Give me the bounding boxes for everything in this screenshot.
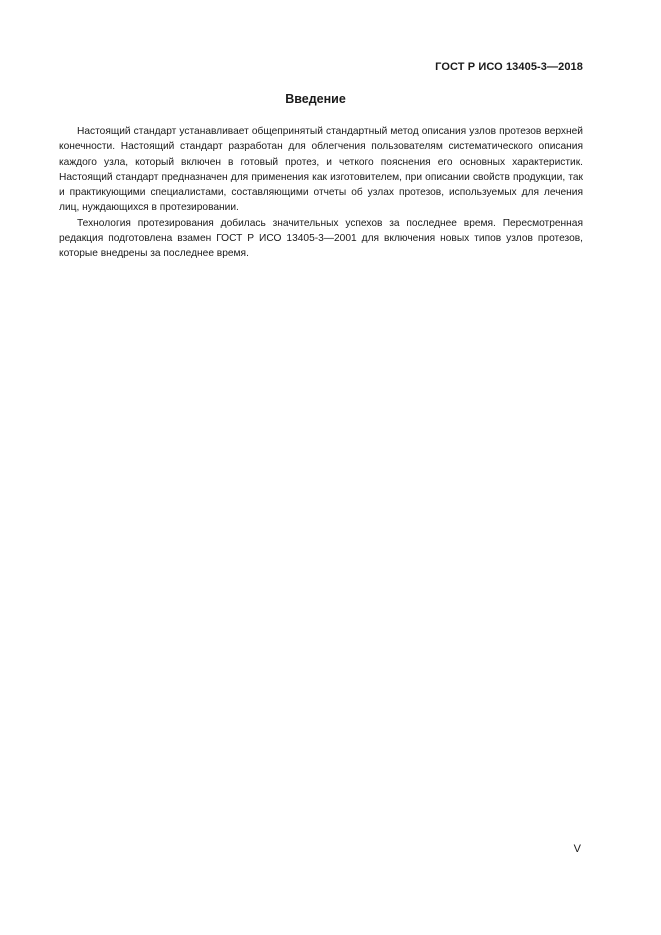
document-code: ГОСТ Р ИСО 13405-3—2018	[435, 61, 583, 73]
section-body	[59, 124, 583, 262]
page-number: V	[573, 843, 581, 855]
section-title: Введение	[285, 92, 346, 106]
paragraph: Технология протезирования добилась значительных успехов за последнее время. Пересмотренная редакция подготовлена взамен ГОСТ Р ИСО 13405-3—2001 для включения новых типов узлов протезов, которые внедрены за последнее время.	[59, 217, 583, 260]
paragraph: Настоящий стандарт устанавливает общепринятый стандартный метод описания узлов протезов верхней конечности. Настоящий стандарт разработан для облегчения пользователям систематического описания каждого узла, который включен в готовый протез, и четкого пояснения его основных характеристик. Настоящий стандарт предназначен для применения как изготовителем, при описании свойств продукции, так и практикующими специалистами, составляющими отчеты об узлах протезов, используемых для лечения лиц, нуждающихся в протезировании.	[59, 126, 583, 214]
